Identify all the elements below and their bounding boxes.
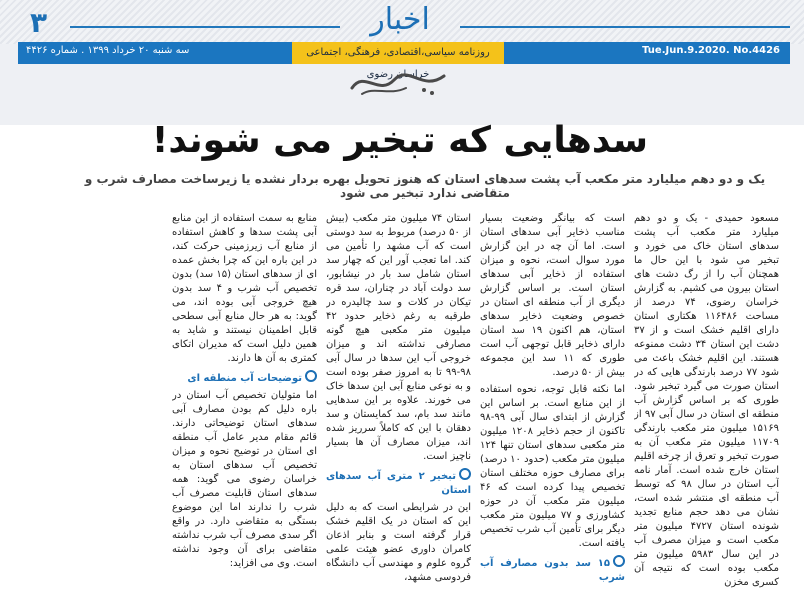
column-paragraph: اما متولیان تخصیص آب استان در باره دلیل کم بودن مصارف آبی سدهای استان توضیحاتی دارند. قائم مقام مدیر عامل آب منطقه ای استان در توضیح نحوه و میزان تخصیص آب سدهای استان به خراسان رضوی می گوید: همه سدهای استان قابلیت مصرف آب شرب را ندارند اما این موضوع بستگی به متقاضی دارد. در واقع اگر سدی مصرف آب شرب نداشته متقاضی برای آن وجود نداشته است. وی می افزاید:: [172, 390, 317, 569]
column-subtitle-text: ۱۵ سد بدون مصارف آب شرب: [480, 558, 625, 583]
bullet-icon: [305, 370, 317, 382]
column-subtitle: [480, 555, 625, 585]
column-paragraph: است که بیانگر وضعیت بسیار مناسب ذخایر آبی سدهای استان است. اما آن چه در این گزارش مورد سوال است، نحوه و میزان استفاده از ذخایر آبی سدهای استان است. بر اساس گزارش دیگری از آب منطقه ای استان در خصوص وضعیت ذخایر سدهای استان، هم اکنون ۱۹ سد استان دارای ذخایر قابل توجهی آب است طوری که ۱۱ سد این مجموعه بیش از ۵۰ درصد.: [480, 213, 625, 378]
article-column-3: [326, 212, 471, 588]
bullet-icon: [613, 555, 625, 567]
article-column-2: [480, 212, 625, 588]
article-subheadline: یک و دو دهم میلیارد متر مکعب آب پشت سدهای استان که هنوز تحویل بهره بردار نشده یا زیرساخت مصارف شرب و متقاضی ندارد تبخیر می شود: [84, 172, 766, 200]
header-rule-right: [460, 26, 790, 28]
newspaper-logo: [344, 66, 454, 100]
column-paragraph: استان ۷۴ میلیون متر مکعب (بیش از ۵۰ درصد) مربوط به سد دوستی است که آب مشهد را تأمین می کند. اما تعجب آور این که چهار سد استان شامل سد بار در نیشابور، سد دولت آباد در چناران، سد قره تیکان در کلات و سد چالیدره در طرقبه به رغم ذخایر حدود ۴۲ میلیون متر مکعبی هیچ گونه مصارفی نداشته اند و میزان خروجی آب این سدها در سال آبی ۹۸-۹۹ تا به امروز صفر بوده است و به نوعی منابع آبی این سدها خاک می خورند. علاوه بر این سدهایی مانند سد بام، سد کمایستان و سد دهقان با این که کاملاً سرریز شده اند، میزان مصارف آن ها بسیار ناچیز است.: [326, 213, 471, 462]
page-number: ۳: [30, 6, 48, 39]
section-title: اخبار: [370, 2, 430, 37]
article-column-4: [172, 212, 317, 574]
column-subtitle: [326, 468, 471, 498]
column-paragraph: اما نکته قابل توجه، نحوه استفاده از این منابع است. بر اساس این گزارش از ابتدای سال آبی ۹۹-۹۸ تاکنون از حجم ذخایر ۱۲۰۸ میلیون متر مکعبی سدهای استان تنها ۱۲۴ میلیون متر مکعب (حدود ۱۰ درصد) برای مصارف حوزه مختلف استان تخصیص پیدا کرده است که ۴۶ میلیون متر مکعب آن در حوزه کشاورزی و ۷۷ میلیون متر مکعب دیگر برای تأمین آب شرب تخصیص یافته است.: [480, 384, 625, 549]
english-date: Tue.Jun.9.2020. No.4426: [642, 45, 780, 56]
column-subtitle: [172, 370, 317, 386]
column-paragraph: مسعود حمیدی - یک و دو دهم میلیارد متر مکعب آب پشت سدهای استان خاک می خورد و تبخیر می شود با این حال ما همچنان آب را از رگ دشت های استان بیرون می کشیم. به گزارش خراسان رضوی، ۷۴ درصد از مساحت ۱۱۶۴۸۶ هکتاری استان دارای اقلیم خشک است و از ۳۷ دشت این استان ۳۴ دشت ممنوعه هستند. این اقلیم خشک باعث می شود ۷۷ درصد بارندگی هایی که در استان صورت می گیرد تبخیر شود. طوری که بر اساس گزارش آب منطقه ای استان در سال آبی ۹۷ از ۱۵۱۶۹ میلیون متر مکعب بارندگی ۱۱۷۰۹ میلیون متر مکعب آن به صورت تبخیر و تعرق از چرخه اقلیم استان خارج شده است. آمار نامه آب استان در سال ۹۸ که توسط آب منطقه ای منتشر شده است، نشان می دهد حجم منابع تجدید شونده استان ۴۷۲۷ میلیون متر مکعب است و میزان مصرف آب در این سال ۵۹۸۳ میلیون متر مکعب بوده است که نتیجه آن کسری مخزن: [634, 213, 779, 588]
article-headline: سدهایی که تبخیر می شوند!: [151, 120, 649, 161]
column-paragraph: منابع به سمت استفاده از این منابع آبی پشت سدها و کاهش استفاده از منابع آب زیرزمینی حرکت کند، در این باره این که چرا بخش عمده ای از سدهای استان (۱۵ سد) بدون تخصیص آب شرب و ۴ سد بدون هیچ خروجی آبی بوده اند، می گوید: به هر حال منابع آبی سطحی قابل اطمینان نیستند و شاید به همین دلیل است که مدیران اتکای کمتری به آن ها دارند.: [172, 213, 317, 364]
masthead: [0, 0, 804, 125]
header-rule-left: [70, 26, 340, 28]
column-paragraph: این در شرایطی است که به دلیل این که استان در یک اقلیم خشک قرار گرفته است و بنابر اذعان کامران داوری عضو هیئت علمی گروه علوم و مهندسی آب دانشگاه فردوسی مشهد،: [326, 502, 471, 583]
column-subtitle-text: توضیحات آب منطقه ای: [187, 373, 302, 384]
newspaper-tagline: روزنامه سیاسی،اقتصادی، فرهنگی، اجتماعی خراسان رضوی: [292, 42, 504, 64]
column-subtitle-text: تبخیر ۲ متری آب سدهای استان: [326, 471, 471, 496]
persian-date: سه شنبه ۲۰ خرداد ۱۳۹۹ . شماره ۴۴۲۶: [26, 45, 190, 56]
bullet-icon: [459, 468, 471, 480]
